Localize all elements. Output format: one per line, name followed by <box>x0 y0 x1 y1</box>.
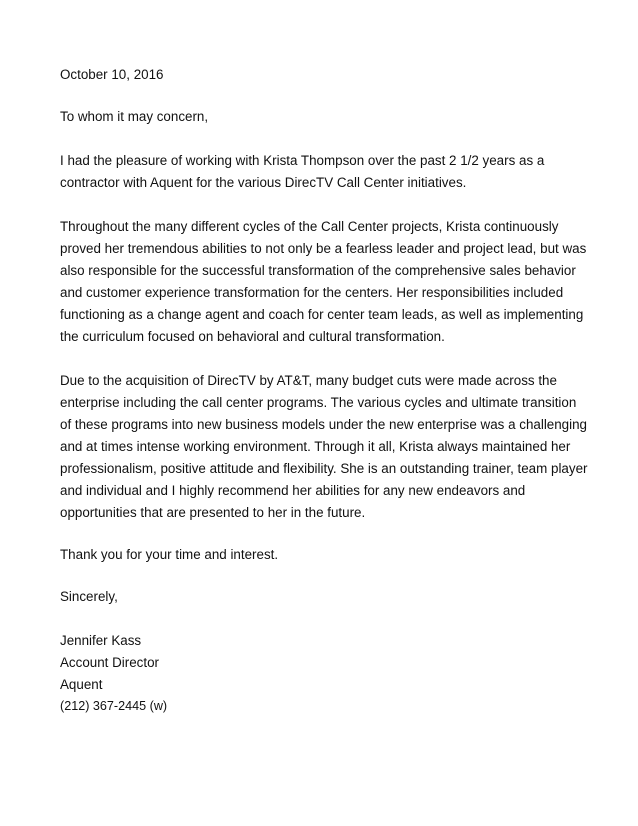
signature-name: Jennifer Kass <box>60 633 142 648</box>
signature-company: Aquent <box>60 677 103 692</box>
signature-title: Account Director <box>60 655 159 670</box>
letter-thanks: Thank you for your time and interest. <box>60 547 279 562</box>
letter-date: October 10, 2016 <box>60 67 164 82</box>
signature-block <box>60 630 590 716</box>
letter-greeting: To whom it may concern, <box>60 109 209 124</box>
signature-phone: (212) 367-2445 (w) <box>60 699 168 713</box>
letter-closing: Sincerely, <box>60 589 118 604</box>
paragraph-recommendation: Due to the acquisition of DirecTV by AT&T, many budget cuts were made across the enterprise including the call center programs. The various cycles and ultimate transition of these programs into new business models under the new enterprise was a challenging and at times intense working environment. Through it all, Krista always maintained her professionalism, positive attitude and flexibility. She is an outstanding trainer, team player and individual and I highly recommend her abilities for any new endeavors and opportunities that are presented to her in the future. <box>60 373 588 520</box>
letter-body <box>60 64 590 716</box>
paragraph-responsibilities: Throughout the many different cycles of the Call Center projects, Krista continuously proved her tremendous abilities to not only be a fearless leader and project lead, but was also responsible for the successful transformation of the comprehensive sales behavior and customer experience transformation for the centers. Her responsibilities included functioning as a change agent and coach for center team leads, as well as implementing the curriculum focused on behavioral and cultural transformation. <box>60 219 587 344</box>
paragraph-intro: I had the pleasure of working with Krista Thompson over the past 2 1/2 years as a contractor with Aquent for the various DirecTV Call Center initiatives. <box>60 153 545 190</box>
